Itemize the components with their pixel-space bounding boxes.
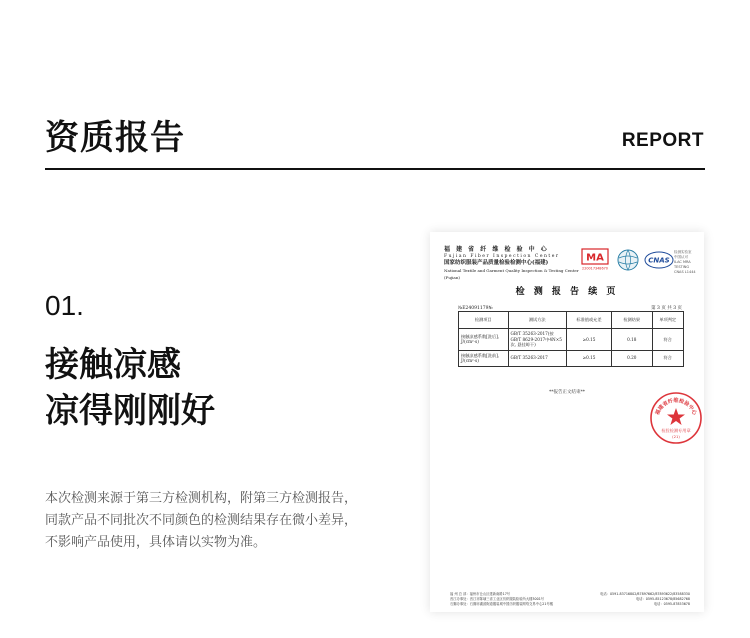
description-line-1: 本次检测来源于第三方检测机构，附第三方检测报告， [45, 491, 358, 506]
footer-address: 晋江办事处：晋江市陈埭三省工业区纺织服装检验所大楼3001号 [450, 597, 545, 602]
table-header: 测试方法 [508, 312, 567, 329]
cnas-label: CNAS [648, 256, 670, 265]
section-title: 资质报告 [45, 118, 185, 158]
table-cell: GB/T 35263-2017 [508, 350, 567, 366]
org-name-en: Fujian Fiber Inspection Center [444, 254, 560, 259]
cnas-side-line: TESTING [674, 265, 690, 269]
table-cell: ≥0.15 [567, 329, 612, 351]
table-row [459, 350, 684, 366]
org-center-cn: 国家纺织服装产品质量检验检测中心(福建) [444, 260, 549, 266]
header-divider [45, 168, 705, 170]
headline-line-1: 接触凉感 [45, 345, 181, 385]
footer-phone: 电话：0595-85123678/85682768 [635, 597, 690, 602]
official-seal-icon [648, 390, 704, 446]
issuing-organization [444, 246, 594, 281]
table-cell: 符合 [652, 329, 684, 351]
seal-number: (21) [672, 434, 680, 439]
cnas-side-line: CNAS L1444 [674, 270, 696, 274]
table-cell: 符合 [652, 350, 684, 366]
page-number: 第 3 页 共 3 页 [651, 306, 682, 311]
table-cell: 0.20 [612, 350, 653, 366]
table-cell: GB/T 35263-2017(按GB/T 8629-2017中4N×5次, 悬挂晾干) [508, 329, 567, 351]
cnas-side-line: ILAC MRA [674, 260, 691, 264]
table-header-row [459, 312, 684, 329]
footer-row [450, 602, 690, 607]
feature-number: 01. [45, 290, 84, 321]
footer-address: 福 州 总 部：福州市仓山区建新南路17号 [450, 592, 511, 596]
ma-number: 220017348670 [582, 266, 608, 271]
footer-phone: 电话：0591-83716802/87897662/87893622/83588330 [600, 592, 690, 596]
document-footer [450, 592, 690, 608]
ilac-globe-icon [616, 248, 640, 272]
feature-description [45, 488, 357, 554]
test-results-table [458, 311, 684, 367]
table-header: 检测项目 [459, 312, 509, 329]
footer-address: 石狮办事处：石狮市湖滨街道服装城中国纺织服装网络交易中心21号楼 [450, 602, 554, 607]
cnas-side-line: 中国认可 [674, 255, 688, 259]
footer-phone: 电话：0595-87853678 [653, 602, 690, 607]
test-report-document [430, 232, 704, 612]
feature-headline [45, 342, 215, 434]
table-cell: 0.18 [612, 329, 653, 351]
table-cell: 接触凉感系数[洗前], J/(cm²·s) [459, 350, 509, 366]
org-name-cn: 福 建 省 纤 维 检 验 中 心 [444, 246, 549, 253]
table-header: 检测结果 [612, 312, 653, 329]
description-line-2: 同款产品不同批次不同颜色的检测结果存在微小差异， [45, 513, 358, 528]
description-line-3: 不影响产品使用，具体请以实物为准。 [45, 535, 267, 550]
cnas-logo-icon [644, 250, 674, 270]
table-cell: ≥0.15 [567, 350, 612, 366]
ma-label: MA [586, 252, 604, 264]
table-header: 标准值或允差 [567, 312, 612, 329]
org-center-en: National Textile and Garment Quality Inspection & Testing Center (Fujian) [444, 268, 579, 280]
table-header: 单项判定 [652, 312, 684, 329]
table-cell: 接触凉感系数[洗后], J/(cm²·s) [459, 329, 509, 351]
seal-sub-text: 检验检测专用章 [661, 428, 691, 433]
cnas-accreditation-text [674, 250, 698, 275]
document-title: 检 测 报 告 续 页 [515, 287, 619, 297]
report-label: REPORT [621, 130, 704, 151]
headline-line-2: 凉得刚刚好 [45, 391, 215, 431]
table-row [459, 329, 684, 351]
cnas-side-line: 检测实验室 [674, 250, 692, 254]
seal-text: 福建省纤维检验中心 [654, 398, 698, 417]
cma-logo-icon [580, 248, 610, 272]
report-number: №E24091179№ [458, 306, 493, 311]
report-end-note: **报告正文结束** [549, 390, 585, 395]
